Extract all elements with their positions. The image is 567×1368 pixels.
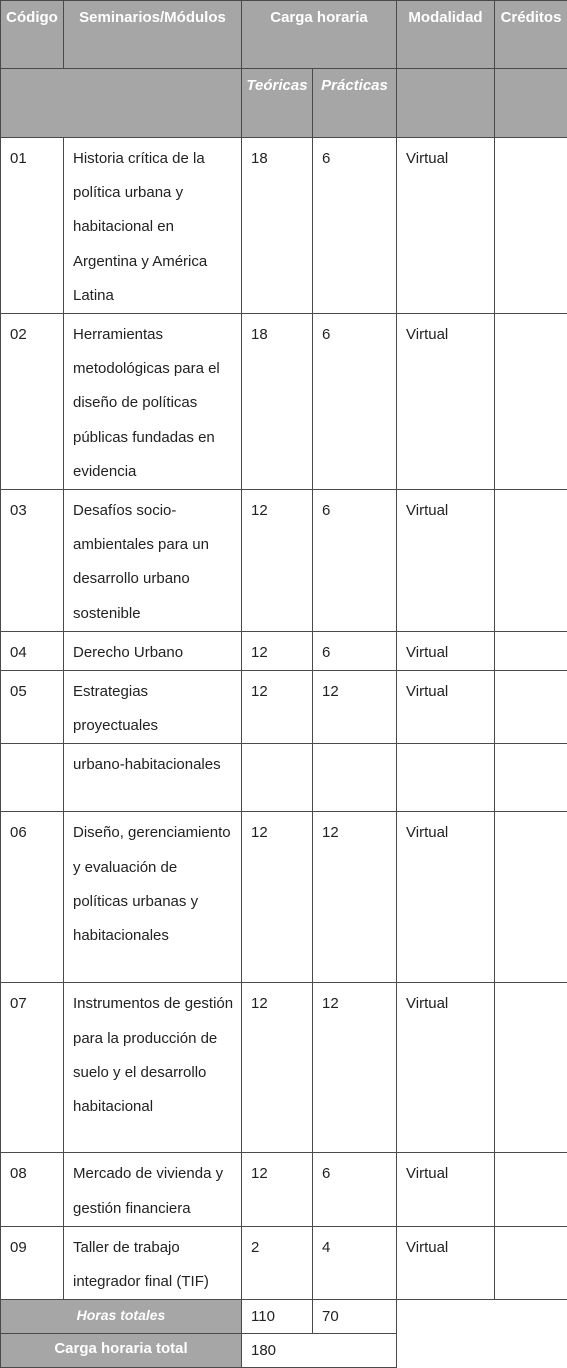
cell-empty <box>397 744 495 812</box>
cell-code: 04 <box>1 631 64 670</box>
cell-practicas: 6 <box>313 314 397 490</box>
cell-module-name-cont: urbano-habitacionales <box>64 744 242 812</box>
cell-module-name: Estrategias proyectuales <box>64 671 242 744</box>
subheader-row <box>1 69 567 138</box>
cell-teoricas: 18 <box>242 138 313 314</box>
cell-creditos <box>495 490 567 632</box>
cell-module-name: Mercado de vivienda y gestión financiera <box>64 1153 242 1226</box>
col-header-practicas: Prácticas <box>313 69 397 138</box>
cell-modalidad: Virtual <box>397 490 495 632</box>
cell-modalidad: Virtual <box>397 138 495 314</box>
table-row <box>1 631 567 670</box>
cell-teoricas: 12 <box>242 631 313 670</box>
cell-creditos <box>495 671 567 744</box>
cell-creditos <box>495 812 567 983</box>
cell-practicas: 12 <box>313 671 397 744</box>
col-header-modalidad: Modalidad <box>397 1 495 69</box>
col-header-codigo: Código <box>1 1 64 69</box>
subheader-blank-modalidad <box>397 69 495 138</box>
cell-modalidad: Virtual <box>397 671 495 744</box>
cell-module-name: Taller de trabajo integrador final (TIF) <box>64 1226 242 1299</box>
cell-module-name: Historia crítica de la política urbana y habitacional en Argentina y América Latina <box>64 138 242 314</box>
cell-practicas: 12 <box>313 812 397 983</box>
cell-code: 08 <box>1 1153 64 1226</box>
cell-creditos <box>495 983 567 1153</box>
cell-module-name: Herramientas metodológicas para el diseño de políticas públicas fundadas en evidencia <box>64 314 242 490</box>
col-header-carga-horaria: Carga horaria <box>242 1 397 69</box>
cell-modalidad: Virtual <box>397 983 495 1153</box>
cell-code: 02 <box>1 314 64 490</box>
cell-module-name: Desafíos socio-ambientales para un desarrollo urbano sostenible <box>64 490 242 632</box>
total-load-value: 180 <box>242 1334 397 1368</box>
cell-teoricas: 2 <box>242 1226 313 1299</box>
cell-teoricas: 12 <box>242 983 313 1153</box>
cell-module-name: Derecho Urbano <box>64 631 242 670</box>
total-load-row <box>1 1334 567 1368</box>
cell-teoricas: 12 <box>242 490 313 632</box>
cell-code-empty <box>1 744 64 812</box>
table-row <box>1 490 567 632</box>
cell-code: 09 <box>1 1226 64 1299</box>
cell-creditos <box>495 1153 567 1226</box>
totals-teoricas: 110 <box>242 1300 313 1334</box>
subheader-blank-creditos <box>495 69 567 138</box>
cell-code: 06 <box>1 812 64 983</box>
header-row <box>1 1 567 69</box>
cell-creditos <box>495 138 567 314</box>
cell-empty <box>495 744 567 812</box>
cell-modalidad: Virtual <box>397 631 495 670</box>
cell-code: 07 <box>1 983 64 1153</box>
table-row <box>1 138 567 314</box>
cell-creditos <box>495 631 567 670</box>
cell-code: 01 <box>1 138 64 314</box>
cell-practicas: 4 <box>313 1226 397 1299</box>
table-row <box>1 671 567 744</box>
cell-modalidad: Virtual <box>397 1153 495 1226</box>
col-header-creditos: Créditos <box>495 1 567 69</box>
total-load-label: Carga horaria total <box>1 1334 242 1368</box>
cell-teoricas: 12 <box>242 1153 313 1226</box>
cell-teoricas: 12 <box>242 671 313 744</box>
cell-teoricas: 12 <box>242 812 313 983</box>
cell-practicas: 6 <box>313 490 397 632</box>
cell-practicas: 12 <box>313 983 397 1153</box>
table-row <box>1 1153 567 1226</box>
cell-empty <box>313 744 397 812</box>
cell-empty <box>242 744 313 812</box>
totals-hours-label: Horas totales <box>1 1300 242 1334</box>
table-row <box>1 1226 567 1299</box>
cell-creditos <box>495 314 567 490</box>
table-row <box>1 983 567 1153</box>
totals-practicas: 70 <box>313 1300 397 1334</box>
table-row <box>1 812 567 983</box>
col-header-seminarios: Seminarios/Módulos <box>64 1 242 69</box>
cell-practicas: 6 <box>313 1153 397 1226</box>
cell-modalidad: Virtual <box>397 314 495 490</box>
table-row-continuation <box>1 744 567 812</box>
cell-creditos <box>495 1226 567 1299</box>
cell-module-name: Diseño, gerenciamiento y evaluación de políticas urbanas y habitacionales <box>64 812 242 983</box>
col-header-teoricas: Teóricas <box>242 69 313 138</box>
cell-code: 03 <box>1 490 64 632</box>
cell-teoricas: 18 <box>242 314 313 490</box>
table-row <box>1 314 567 490</box>
cell-practicas: 6 <box>313 631 397 670</box>
cell-practicas: 6 <box>313 138 397 314</box>
cell-modalidad: Virtual <box>397 1226 495 1299</box>
cell-modalidad: Virtual <box>397 812 495 983</box>
cell-module-name: Instrumentos de gestión para la producción de suelo y el desarrollo habitacional <box>64 983 242 1153</box>
subheader-blank <box>1 69 242 138</box>
cell-code: 05 <box>1 671 64 744</box>
